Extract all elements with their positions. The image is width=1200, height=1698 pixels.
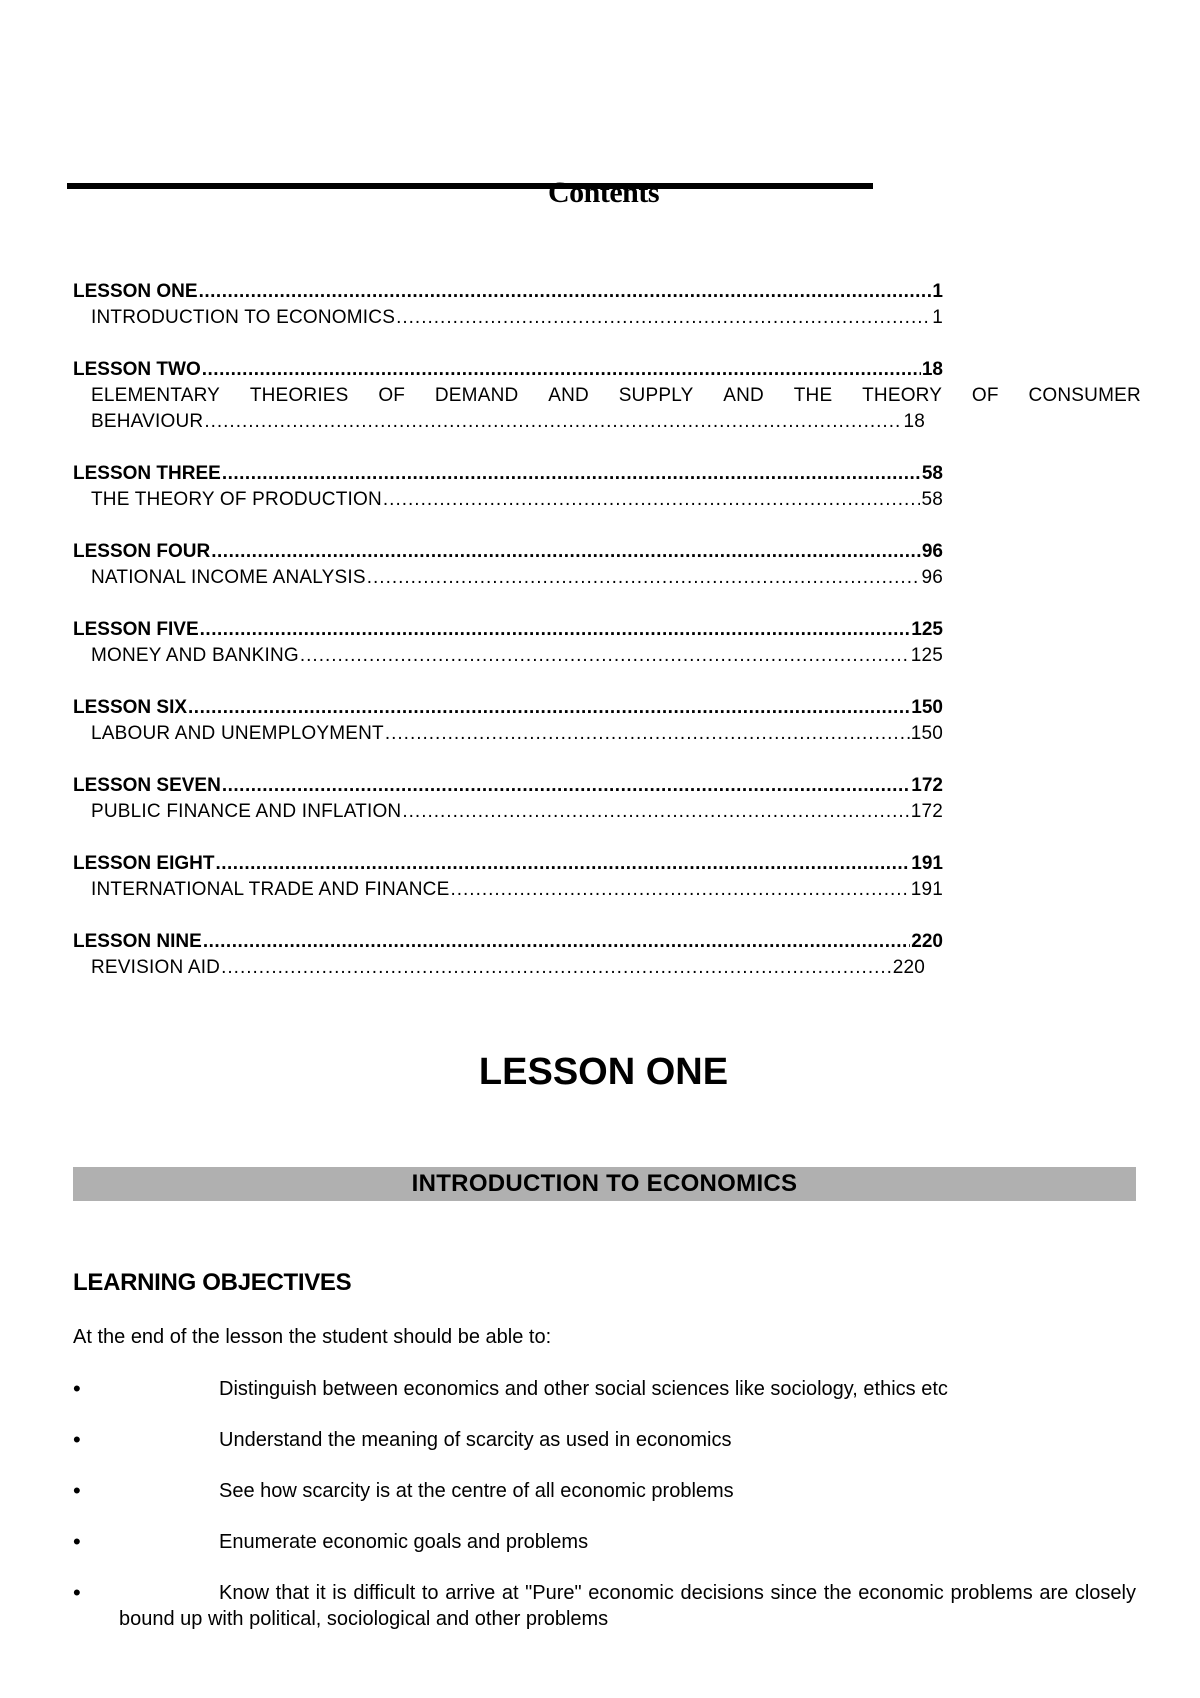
toc-page-number: 96 xyxy=(921,567,943,588)
toc-page-number: 58 xyxy=(921,489,943,510)
bullet-icon: • xyxy=(73,1376,81,1401)
toc-lesson-title: LESSON NINE xyxy=(73,931,202,952)
toc-page-number: 125 xyxy=(911,619,943,640)
dot-leader xyxy=(200,617,911,643)
toc-topic-title: MONEY AND BANKING xyxy=(91,645,299,666)
toc-topic-word: THEORIES xyxy=(249,385,349,406)
toc-entry-lesson-one xyxy=(73,279,1141,331)
toc-page-number: 191 xyxy=(911,853,943,874)
toc-lesson-link[interactable] xyxy=(73,773,943,799)
toc-lesson-link[interactable] xyxy=(73,929,943,955)
toc-topic-link[interactable] xyxy=(91,305,943,331)
toc-topic-title: LABOUR AND UNEMPLOYMENT xyxy=(91,723,384,744)
objective-text: Know that it is difficult to arrive at "Pure" economic decisions since the economic problems are closely bound up with political, sociological and other problems xyxy=(119,1582,1136,1630)
dot-leader xyxy=(188,695,910,721)
objective-text: Enumerate economic goals and problems xyxy=(219,1531,589,1553)
list-item xyxy=(73,1478,1136,1504)
dot-leader xyxy=(385,721,910,747)
dot-leader xyxy=(383,487,921,513)
toc-lesson-link[interactable] xyxy=(73,357,943,383)
toc-topic-title: REVISION AID xyxy=(91,957,221,978)
dot-leader xyxy=(211,539,921,565)
toc-lesson-link[interactable] xyxy=(73,851,943,877)
toc-lesson-title: LESSON SEVEN xyxy=(73,775,221,796)
toc-lesson-title: LESSON THREE xyxy=(73,463,221,484)
toc-topic-word: THEORY xyxy=(862,385,943,406)
toc-lesson-title: LESSON TWO xyxy=(73,359,201,380)
objective-text: Distinguish between economics and other social sciences like sociology, ethics etc xyxy=(219,1378,948,1400)
toc-lesson-title: LESSON EIGHT xyxy=(73,853,215,874)
bullet-icon: • xyxy=(73,1427,81,1452)
toc-entry-lesson-two xyxy=(73,357,1141,435)
toc-lesson-link[interactable] xyxy=(73,617,943,643)
toc-page-number: 18 xyxy=(903,411,925,432)
section-title-band: INTRODUCTION TO ECONOMICS xyxy=(73,1167,1136,1201)
objective-text: Understand the meaning of scarcity as used in economics xyxy=(219,1429,732,1451)
dot-leader xyxy=(367,565,921,591)
toc-topic-link[interactable] xyxy=(91,565,943,591)
toc-topic-link[interactable] xyxy=(91,955,925,981)
toc-topic-link[interactable] xyxy=(91,487,943,513)
table-of-contents xyxy=(73,279,1141,1007)
toc-page-number: 58 xyxy=(921,463,943,484)
list-item xyxy=(73,1427,1136,1453)
toc-topic-link[interactable] xyxy=(91,877,943,903)
toc-topic-word: AND xyxy=(723,385,764,406)
toc-entry-lesson-four xyxy=(73,539,1141,591)
toc-entry-lesson-three xyxy=(73,461,1141,513)
toc-lesson-link[interactable] xyxy=(73,695,943,721)
toc-topic-word: AND xyxy=(548,385,589,406)
dot-leader xyxy=(204,409,902,435)
objectives-heading: LEARNING OBJECTIVES xyxy=(73,1269,352,1296)
toc-topic-title: INTRODUCTION TO ECONOMICS xyxy=(91,307,396,328)
toc-lesson-title: LESSON FOUR xyxy=(73,541,211,562)
toc-page-number: 1 xyxy=(932,281,943,302)
list-item xyxy=(73,1580,1136,1632)
toc-page-number: 172 xyxy=(910,801,943,822)
contents-title: Contents xyxy=(547,176,659,209)
objectives-intro: At the end of the lesson the student should be able to: xyxy=(73,1326,552,1348)
toc-topic-word: THE xyxy=(793,385,833,406)
toc-topic-word: SUPPLY xyxy=(618,385,694,406)
dot-leader xyxy=(300,643,910,669)
lesson-heading: LESSON ONE xyxy=(478,1051,729,1093)
toc-entry-lesson-seven xyxy=(73,773,1141,825)
dot-leader xyxy=(222,773,910,799)
toc-page-number: 220 xyxy=(892,957,925,978)
toc-page-number: 125 xyxy=(910,645,943,666)
toc-entry-lesson-nine xyxy=(73,929,1141,981)
toc-lesson-title: LESSON ONE xyxy=(73,281,198,302)
toc-page-number: 18 xyxy=(921,359,943,380)
toc-page-number: 150 xyxy=(911,697,943,718)
toc-page-number: 172 xyxy=(911,775,943,796)
toc-topic-link[interactable] xyxy=(91,643,943,669)
dot-leader xyxy=(215,851,910,877)
toc-topic-word: CONSUMER xyxy=(1028,385,1141,406)
toc-topic-title: THE THEORY OF PRODUCTION xyxy=(91,489,382,510)
toc-entry-lesson-five xyxy=(73,617,1141,669)
dot-leader xyxy=(450,877,909,903)
toc-page-number: 220 xyxy=(911,931,943,952)
toc-topic-line xyxy=(91,383,1141,409)
list-item xyxy=(73,1376,1136,1402)
toc-page-number: 1 xyxy=(932,307,943,328)
toc-page-number: 191 xyxy=(910,879,943,900)
toc-lesson-title: LESSON FIVE xyxy=(73,619,199,640)
objective-text: See how scarcity is at the centre of all economic problems xyxy=(219,1480,734,1502)
toc-page-number: 96 xyxy=(921,541,943,562)
toc-entry-lesson-eight xyxy=(73,851,1141,903)
dot-leader xyxy=(222,461,921,487)
toc-topic-title: PUBLIC FINANCE AND INFLATION xyxy=(91,801,402,822)
dot-leader xyxy=(199,279,932,305)
bullet-icon: • xyxy=(73,1580,81,1605)
objectives-list xyxy=(73,1376,1136,1657)
toc-entry-lesson-six xyxy=(73,695,1141,747)
toc-topic-line xyxy=(91,409,925,435)
dot-leader xyxy=(221,955,892,981)
toc-topic-title: NATIONAL INCOME ANALYSIS xyxy=(91,567,366,588)
list-item xyxy=(73,1529,1136,1555)
toc-topic-link[interactable] xyxy=(91,799,943,825)
toc-topic-title: BEHAVIOUR xyxy=(91,411,204,432)
toc-lesson-title: LESSON SIX xyxy=(73,697,188,718)
toc-topic-word: OF xyxy=(971,385,999,406)
dot-leader xyxy=(203,929,910,955)
bullet-icon: • xyxy=(73,1529,81,1554)
toc-topic-link[interactable] xyxy=(91,383,1141,435)
toc-page-number: 150 xyxy=(910,723,943,744)
toc-lesson-link[interactable] xyxy=(73,461,943,487)
dot-leader xyxy=(396,305,931,331)
bullet-icon: • xyxy=(73,1478,81,1503)
toc-topic-word: ELEMENTARY xyxy=(91,385,221,406)
toc-topic-word: OF xyxy=(378,385,406,406)
toc-topic-word: DEMAND xyxy=(434,385,519,406)
toc-topic-title: INTERNATIONAL TRADE AND FINANCE xyxy=(91,879,450,900)
dot-leader xyxy=(202,357,921,383)
toc-lesson-link[interactable] xyxy=(73,539,943,565)
toc-topic-link[interactable] xyxy=(91,721,943,747)
toc-lesson-link[interactable] xyxy=(73,279,943,305)
dot-leader xyxy=(402,799,909,825)
